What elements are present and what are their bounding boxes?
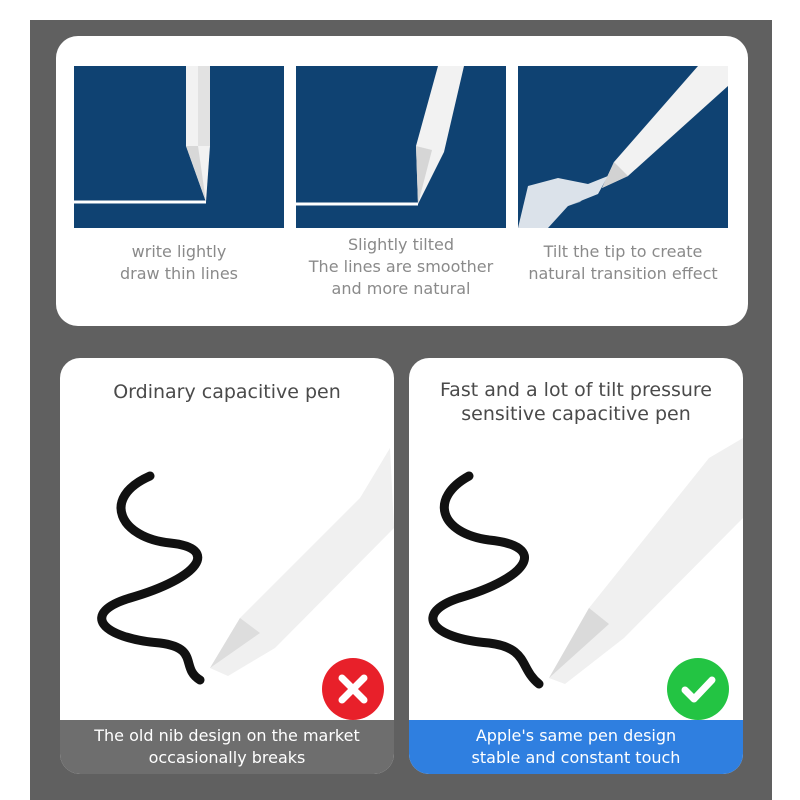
ordinary-pen-card	[60, 358, 394, 774]
demo-panel-shading	[518, 66, 728, 228]
caption-tilted: Slightly tilted The lines are smoother and more natural	[308, 235, 494, 298]
pen-light-illustration	[74, 66, 284, 228]
pen-tilted-illustration	[296, 66, 506, 228]
tilt-pen-title: Fast and a lot of tilt pressure sensitive capacitive pen	[440, 379, 712, 425]
tilt-demo-card	[56, 36, 748, 326]
caption-shading: Tilt the tip to create natural transition effect	[528, 242, 718, 283]
check-icon	[667, 658, 729, 720]
caption-light: write lightly draw thin lines	[119, 242, 238, 283]
ordinary-pen-title: Ordinary capacitive pen	[113, 381, 341, 403]
pen-shading-illustration	[518, 66, 728, 228]
tilt-pen-footer: Apple's same pen design stable and constant touch	[409, 720, 743, 774]
demo-panel-light	[74, 66, 284, 228]
ordinary-pen-footer: The old nib design on the market occasionally breaks	[60, 720, 394, 774]
demo-panel-tilted	[296, 66, 506, 228]
cross-icon	[322, 658, 384, 720]
tilt-pen-card	[409, 358, 743, 774]
